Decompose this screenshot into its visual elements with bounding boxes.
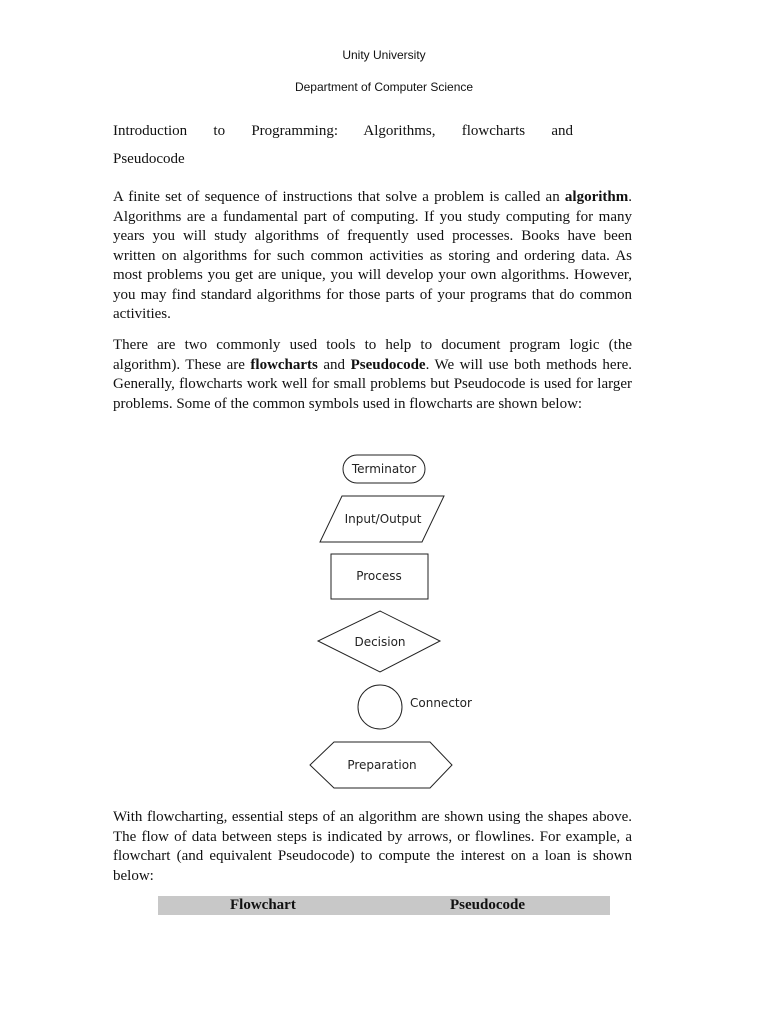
university-name: Unity University <box>342 48 426 62</box>
terminator-symbol <box>343 455 425 483</box>
title-line-2: Pseudocode <box>113 151 185 167</box>
process-label: Process <box>356 569 402 583</box>
input-output-symbol <box>320 496 444 542</box>
preparation-symbol <box>310 742 452 788</box>
p1-text-b: . Algorithms are a fundamental part of computing. If you study computing for many years you will study algorithms of frequently used processes. Books have been written on algorithms for such common activities as storing and ordering data. As most problems you get are unique, you will develop your own algorithms. However, you may find standard algorithms for those parts of your programs that do common activities. <box>113 189 632 322</box>
comparison-table-header <box>158 896 610 915</box>
term-algorithm: algorithm <box>564 189 629 205</box>
column-header-flowchart: Flowchart <box>230 897 296 913</box>
process-symbol <box>331 554 428 599</box>
preparation-label: Preparation <box>347 758 417 772</box>
p2-text-b: and <box>317 356 351 373</box>
input-output-label: Input/Output <box>344 512 422 526</box>
connector-symbol <box>358 685 472 729</box>
p2-text-a: There are two commonly used tools to help to document program logic (the algorithm). These are <box>113 337 632 373</box>
decision-symbol <box>318 611 440 672</box>
column-header-pseudocode: Pseudocode <box>450 897 525 913</box>
term-pseudocode: Pseudocode <box>350 356 426 373</box>
department-name: Department of Computer Science <box>294 80 474 94</box>
p2-text-c: . We will use both methods here. Generally, flowcharts work well for small problems but Pseudocode is used for larger problems. Some of the common symbols used in flowcharts are shown below: <box>113 356 632 412</box>
connector-label: Connector <box>410 696 472 710</box>
p1-text-a: A finite set of sequence of instructions that solve a problem is called an <box>113 189 565 205</box>
paragraph-flowcharting: With flowcharting, essential steps of an algorithm are shown using the shapes above. The flow of data between steps is indicated by arrows, or flowlines. For example, a flowchart (and equivalent Pseudocode) to compute the interest on a loan is shown below: <box>113 809 632 884</box>
term-flowcharts: flowcharts <box>250 356 318 373</box>
terminator-label: Terminator <box>351 462 417 476</box>
decision-label: Decision <box>354 635 406 649</box>
title-line-1: Introduction to Programming: Algorithms, flowcharts and <box>113 123 573 139</box>
